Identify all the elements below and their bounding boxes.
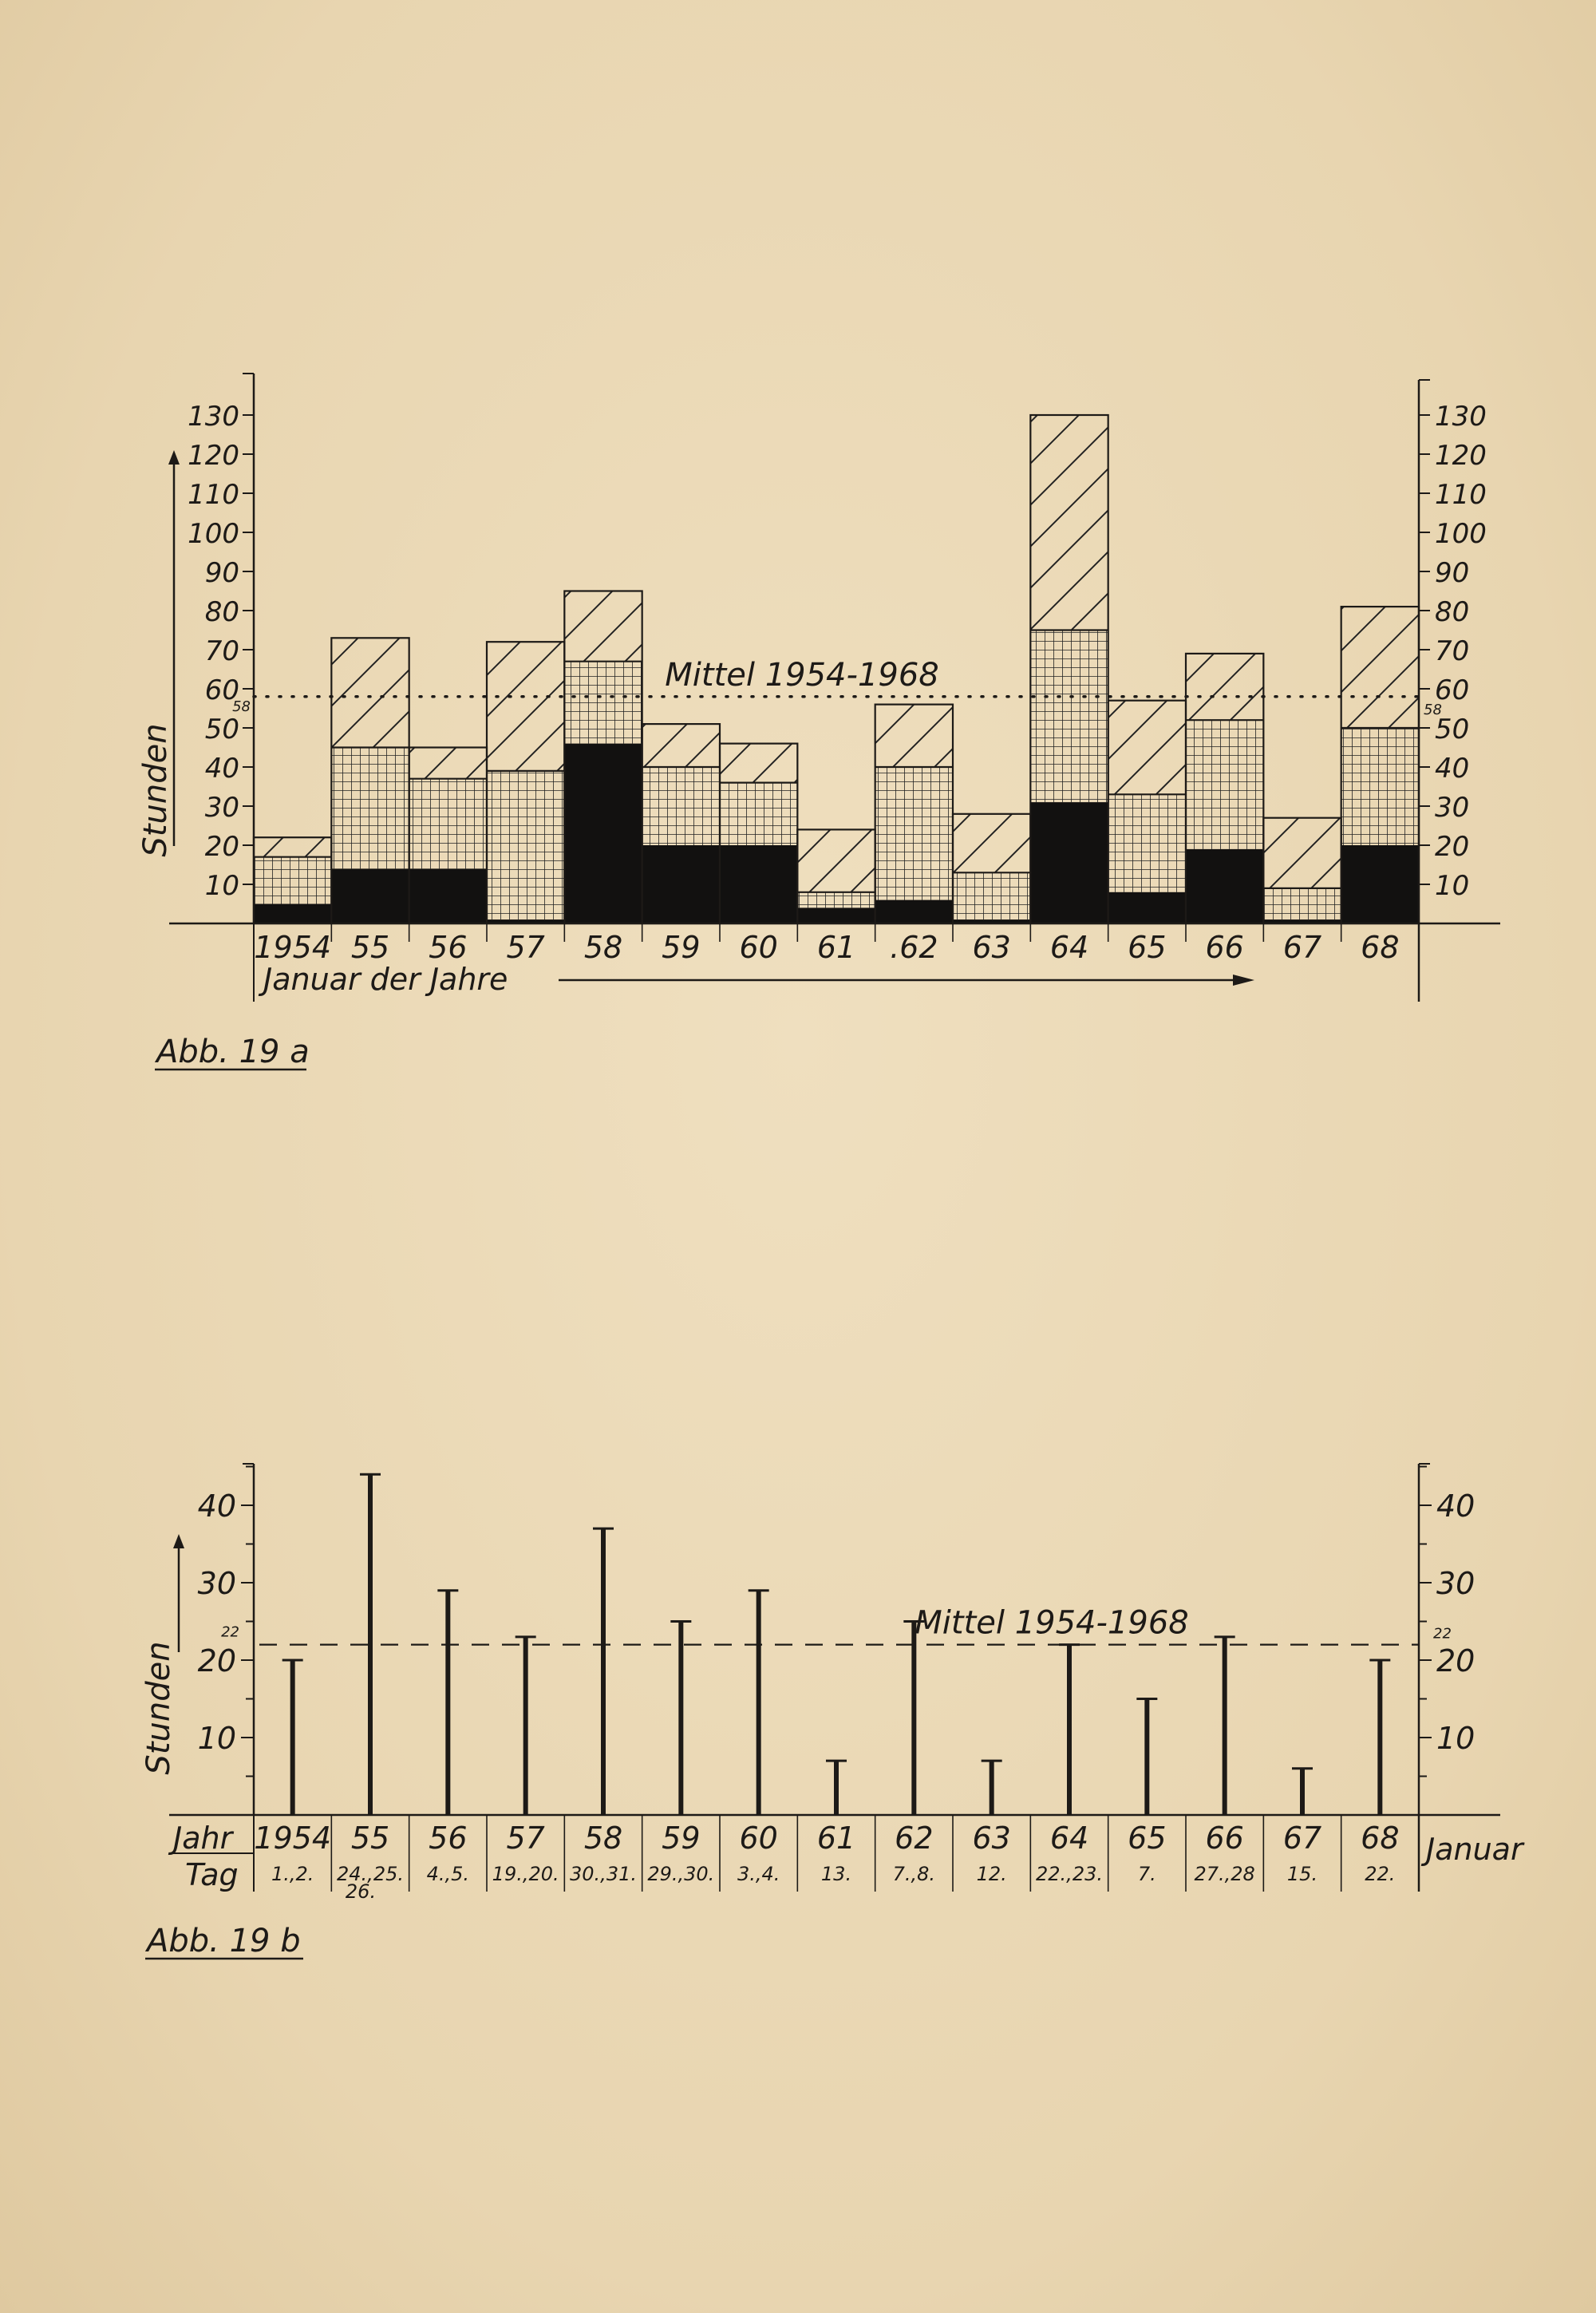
bar-segment-grid — [953, 872, 1030, 919]
bar-segment-hatched — [254, 837, 331, 857]
right-tick-label: 20 — [1436, 1643, 1476, 1678]
bar-segment-solid — [409, 868, 487, 923]
category-label: 62 — [895, 1821, 934, 1856]
category-label: 65 — [1128, 1821, 1167, 1856]
category-label: 63 — [972, 1821, 1011, 1856]
bar-segment-grid — [1030, 631, 1108, 803]
day-label: 19.,20. — [492, 1863, 559, 1885]
left-tick-label: 50 — [204, 714, 239, 745]
bar-segment-solid — [720, 845, 797, 923]
bar-segment-grid — [564, 662, 642, 744]
left-tick-label: 70 — [204, 635, 239, 667]
x-axis-arrow-head — [1233, 975, 1254, 986]
left-tick-label: 20 — [197, 1643, 236, 1678]
bar-segment-grid — [254, 857, 331, 904]
bar-segment-solid — [331, 868, 409, 923]
left-tick-label: 110 — [188, 479, 239, 511]
category-label: 55 — [350, 1821, 390, 1856]
bar-segment-hatched — [797, 829, 875, 892]
left-tick-label: 60 — [204, 674, 239, 706]
x-axis-label: Januar der Jahre — [263, 962, 508, 997]
left-tick-label: 40 — [197, 1489, 236, 1524]
bar-segment-grid — [487, 771, 564, 919]
category-label: 1954 — [254, 1821, 332, 1856]
category-label: 1954 — [254, 930, 332, 965]
category-label: 66 — [1205, 1821, 1244, 1856]
right-tick-label: 110 — [1435, 479, 1487, 511]
bar-segment-grid — [409, 779, 487, 869]
right-tick-label: 40 — [1436, 1489, 1476, 1524]
bar-segment-hatched — [875, 705, 953, 767]
category-label: 68 — [1361, 930, 1400, 965]
left-tick-label: 20 — [204, 831, 239, 863]
right-tick-label: 10 — [1436, 1721, 1476, 1756]
left-tick-label: 10 — [204, 870, 239, 902]
category-label: 63 — [972, 930, 1011, 965]
bar-segment-grid — [642, 767, 720, 845]
right-tick-label: 80 — [1435, 596, 1470, 628]
chart-19a — [137, 374, 1500, 1070]
bar-segment-solid — [797, 907, 875, 923]
left-tick-label: 90 — [204, 557, 239, 589]
bar-segment-grid — [720, 783, 797, 845]
day-label: 7. — [1137, 1863, 1156, 1885]
bar-segment-hatched — [564, 591, 642, 662]
right-tick-label: 120 — [1435, 440, 1487, 472]
bar-segment-solid — [1108, 892, 1186, 923]
mean-value-left: 58 — [232, 698, 251, 715]
bar-segment-hatched — [331, 638, 409, 747]
bar-segment-hatched — [1341, 607, 1419, 728]
category-label: 61 — [816, 930, 856, 965]
mean-value-right: 22 — [1433, 1625, 1452, 1643]
category-label: 59 — [662, 1821, 701, 1856]
bar-segment-solid — [1341, 845, 1419, 923]
mean-value-right: 58 — [1424, 701, 1442, 718]
right-tick-label: 90 — [1435, 557, 1470, 589]
y-axis-arrow-head — [173, 1534, 184, 1548]
day-label: 4.,5. — [426, 1863, 470, 1885]
bar-segment-solid — [1186, 849, 1263, 923]
bar-segment-hatched — [1030, 415, 1108, 631]
category-label: 59 — [662, 930, 701, 965]
bar-segment-solid — [642, 845, 720, 923]
mean-value-left: 22 — [221, 1623, 239, 1641]
y-axis-arrow-head — [168, 450, 180, 465]
day-label: 7.,8. — [892, 1863, 936, 1885]
category-label: 56 — [429, 1821, 468, 1856]
bar-segment-hatched — [487, 642, 564, 771]
bar-segment-grid — [1263, 888, 1341, 919]
mean-label: Mittel 1954-1968 — [665, 656, 939, 694]
day-label: 24.,25. — [337, 1863, 404, 1885]
right-tick-label: 60 — [1435, 674, 1470, 706]
row-label-day: Tag — [185, 1857, 239, 1892]
category-label: 60 — [739, 1821, 778, 1856]
figure-caption: Abb. 19 b — [147, 1923, 301, 1959]
x-axis-label: Januar — [1426, 1832, 1523, 1867]
row-label-year: Jahr — [173, 1821, 233, 1856]
left-tick-label: 30 — [197, 1566, 236, 1601]
category-label: 65 — [1128, 930, 1167, 965]
bar-segment-hatched — [720, 744, 797, 783]
category-label: 58 — [583, 930, 623, 965]
left-tick-label: 120 — [188, 440, 239, 472]
category-label: 64 — [1049, 930, 1089, 965]
bar-segment-hatched — [1108, 701, 1186, 795]
category-label: 60 — [739, 930, 778, 965]
right-tick-label: 30 — [1436, 1566, 1476, 1601]
bar-segment-hatched — [409, 748, 487, 779]
day-label: 27.,28 — [1194, 1863, 1255, 1885]
bar-segment-hatched — [642, 724, 720, 767]
right-tick-label: 40 — [1435, 753, 1470, 785]
bar-segment-solid — [564, 744, 642, 923]
left-tick-label: 100 — [188, 518, 239, 550]
category-label: 68 — [1361, 1821, 1400, 1856]
category-label: 57 — [506, 1821, 545, 1856]
day-label: 22.,23. — [1036, 1863, 1103, 1885]
y-axis-label: Stunden — [137, 723, 174, 857]
category-label: 56 — [429, 930, 468, 965]
left-tick-label: 40 — [204, 753, 239, 785]
right-tick-label: 50 — [1435, 714, 1470, 745]
category-label: .62 — [890, 930, 938, 965]
category-label: 58 — [583, 1821, 623, 1856]
left-tick-label: 10 — [197, 1721, 236, 1756]
bar-segment-grid — [1341, 728, 1419, 845]
bar-segment-solid — [875, 900, 953, 923]
left-tick-label: 130 — [188, 401, 239, 433]
day-label: 22. — [1365, 1863, 1396, 1885]
figure-caption: Abb. 19 a — [156, 1034, 310, 1070]
bar-segment-grid — [1186, 720, 1263, 849]
bar-segment-hatched — [1263, 818, 1341, 888]
right-tick-label: 30 — [1435, 792, 1470, 824]
bar-segment-solid — [254, 904, 331, 924]
day-label: 29.,30. — [647, 1863, 715, 1885]
bar-segment-grid — [875, 767, 953, 900]
right-tick-label: 70 — [1435, 635, 1470, 667]
day-label: 1.,2. — [271, 1863, 314, 1885]
right-tick-label: 10 — [1435, 870, 1470, 902]
category-label: 57 — [506, 930, 545, 965]
right-tick-label: 130 — [1435, 401, 1487, 433]
right-tick-label: 20 — [1435, 831, 1470, 863]
day-label: 13. — [820, 1863, 852, 1885]
bar-segment-hatched — [953, 814, 1030, 873]
category-label: 61 — [816, 1821, 856, 1856]
day-label: 30.,31. — [570, 1863, 637, 1885]
y-axis-label: Stunden — [140, 1641, 177, 1775]
category-label: 67 — [1282, 930, 1322, 965]
right-tick-label: 100 — [1435, 518, 1487, 550]
category-label: 67 — [1282, 1821, 1322, 1856]
day-label-extra: 26. — [345, 1880, 377, 1903]
category-label: 55 — [350, 930, 390, 965]
day-label: 3.,4. — [737, 1863, 780, 1885]
day-label: 15. — [1286, 1863, 1318, 1885]
bar-segment-grid — [331, 748, 409, 869]
left-tick-label: 30 — [204, 792, 239, 824]
category-label: 66 — [1205, 930, 1244, 965]
day-label: 12. — [976, 1863, 1007, 1885]
bar-segment-grid — [797, 892, 875, 908]
left-tick-label: 80 — [204, 596, 239, 628]
category-label: 64 — [1049, 1821, 1089, 1856]
mean-label: Mittel 1954-1968 — [915, 1604, 1189, 1642]
bar-segment-solid — [1030, 802, 1108, 923]
bar-segment-grid — [1108, 794, 1186, 892]
bar-segment-hatched — [1186, 654, 1263, 720]
chart-19b — [140, 1464, 1525, 1959]
